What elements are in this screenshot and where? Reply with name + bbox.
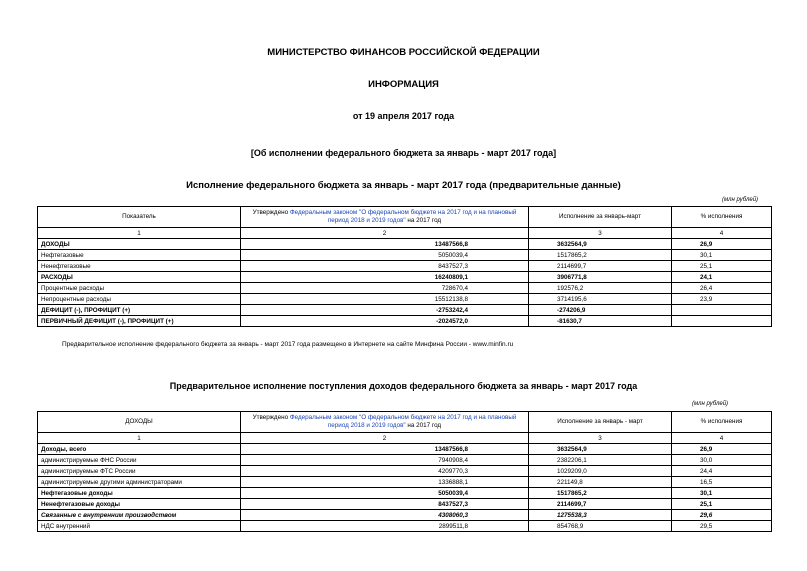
row-label: Связанные с внутренним производством (38, 510, 241, 521)
federal-law-link[interactable]: Федеральным законом "О федеральном бюджете на 2017 год и на плановый период 2018 и 2019 годов" (289, 414, 517, 429)
execution-value: 3632564,9 (529, 239, 672, 250)
approved-value: 16240809,1 (241, 272, 529, 283)
approved-value: 5050039,4 (241, 488, 529, 499)
table1-unit: (млн рублей) (722, 197, 759, 203)
document-date: от 19 апреля 2017 года (352, 111, 455, 121)
percent-value: 26,9 (672, 444, 772, 455)
percent-value: 25,1 (672, 499, 772, 510)
approved-value: 4308060,3 (241, 510, 529, 521)
column-number-row (38, 433, 772, 444)
column-header: Исполнение за январь-март (529, 207, 672, 228)
approved-value: -2753242,4 (241, 305, 529, 316)
column-number: 2 (241, 433, 529, 444)
row-label: Непроцентные расходы (38, 294, 241, 305)
table-row (38, 272, 772, 283)
section1-title: Исполнение федерального бюджета за январь - март 2017 года (предварительные данные) (186, 180, 621, 191)
row-label: ДОХОДЫ (38, 239, 241, 250)
column-header: % исполнения (672, 412, 772, 433)
execution-value: 854768,9 (529, 521, 672, 532)
column-header: % исполнения (672, 207, 772, 228)
row-label: администрируемые ФНС России (38, 455, 241, 466)
row-label: НДС внутренний (38, 521, 241, 532)
section2-title: Предварительное исполнение поступления доходов федерального бюджета за январь - март 2017 года (169, 381, 638, 391)
row-label: Доходы, всего (38, 444, 241, 455)
table-row (38, 444, 772, 455)
row-label: администрируемые ФТС России (38, 466, 241, 477)
percent-value (672, 305, 772, 316)
approved-value: 8437527,3 (241, 261, 529, 272)
approved-value: 1336888,1 (241, 477, 529, 488)
execution-value: 1517865,2 (529, 488, 672, 499)
table-row (38, 488, 772, 499)
table-header-row (38, 207, 772, 228)
table2-unit: (млн рублей) (692, 401, 729, 407)
row-label: Нефтегазовые доходы (38, 488, 241, 499)
table-row (38, 239, 772, 250)
execution-value: -81630,7 (529, 316, 672, 327)
execution-value: -274206,9 (529, 305, 672, 316)
table-row (38, 499, 772, 510)
execution-value: 221149,8 (529, 477, 672, 488)
row-label: Ненефтегазовые доходы (38, 499, 241, 510)
percent-value: 30,1 (672, 250, 772, 261)
percent-value: 26,4 (672, 283, 772, 294)
approved-value: 13487566,8 (241, 444, 529, 455)
row-label: Ненефтегазовые (38, 261, 241, 272)
table-row (38, 455, 772, 466)
row-label: ПЕРВИЧНЫЙ ДЕФИЦИТ (-), ПРОФИЦИТ (+) (38, 316, 241, 327)
approved-value: 13487566,8 (241, 239, 529, 250)
row-label: администрируемые другими администраторами (38, 477, 241, 488)
execution-value: 3714195,6 (529, 294, 672, 305)
percent-value: 24,1 (672, 272, 772, 283)
table-row (38, 250, 772, 261)
percent-value: 16,5 (672, 477, 772, 488)
budget-execution-table (37, 206, 772, 327)
column-number-row (38, 228, 772, 239)
percent-value: 25,1 (672, 261, 772, 272)
table-row (38, 316, 772, 327)
row-label: Нефтегазовые (38, 250, 241, 261)
revenue-table (37, 411, 772, 532)
column-number: 1 (38, 228, 241, 239)
percent-value: 29,5 (672, 521, 772, 532)
percent-value: 30,1 (672, 488, 772, 499)
execution-value: 1275538,3 (529, 510, 672, 521)
percent-value: 29,6 (672, 510, 772, 521)
execution-value: 3632564,9 (529, 444, 672, 455)
table-row (38, 466, 772, 477)
percent-value: 26,9 (672, 239, 772, 250)
percent-value (672, 316, 772, 327)
approved-value: 8437527,3 (241, 499, 529, 510)
approved-value: 15512138,8 (241, 294, 529, 305)
table-header-row (38, 412, 772, 433)
approved-value: 5050039,4 (241, 250, 529, 261)
column-number: 3 (529, 228, 672, 239)
execution-value: 3906771,8 (529, 272, 672, 283)
document-subject: [Об исполнении федерального бюджета за январь - март 2017 года] (250, 148, 557, 158)
column-header: Утверждено Федеральным законом "О федеральном бюджете на 2017 год и на плановый период 2018 и 2019 годов" на 2017 год (241, 412, 529, 433)
column-number: 3 (529, 433, 672, 444)
row-label: ДЕФИЦИТ (-), ПРОФИЦИТ (+) (38, 305, 241, 316)
percent-value: 24,4 (672, 466, 772, 477)
table-row (38, 294, 772, 305)
ministry-title: МИНИСТЕРСТВО ФИНАНСОВ РОССИЙСКОЙ ФЕДЕРАЦИИ (267, 47, 540, 58)
row-label: Процентные расходы (38, 283, 241, 294)
table-row (38, 305, 772, 316)
table-row (38, 477, 772, 488)
column-header: Исполнение за январь - март (529, 412, 672, 433)
execution-value: 1517865,2 (529, 250, 672, 261)
federal-law-link[interactable]: Федеральным законом "О федеральном бюджете на 2017 год и на плановый период 2018 и 2019 годов" (289, 209, 517, 224)
footnote: Предварительное исполнение федерального бюджета за январь - март 2017 года размещено в Интернете на сайте Минфина России - www.minfin.ru (62, 341, 514, 348)
approved-value: 4209770,3 (241, 466, 529, 477)
column-header: ДОХОДЫ (38, 412, 241, 433)
column-number: 4 (672, 228, 772, 239)
column-number: 2 (241, 228, 529, 239)
table-row (38, 261, 772, 272)
column-number: 1 (38, 433, 241, 444)
approved-value: -2024572,0 (241, 316, 529, 327)
execution-value: 192576,2 (529, 283, 672, 294)
execution-value: 2114699,7 (529, 261, 672, 272)
table-row (38, 283, 772, 294)
table-row (38, 521, 772, 532)
percent-value: 30,0 (672, 455, 772, 466)
execution-value: 2114699,7 (529, 499, 672, 510)
approved-value: 2899511,8 (241, 521, 529, 532)
approved-value: 728670,4 (241, 283, 529, 294)
execution-value: 1029209,0 (529, 466, 672, 477)
approved-value: 7940908,4 (241, 455, 529, 466)
column-header: Показатель (38, 207, 241, 228)
column-number: 4 (672, 433, 772, 444)
document-type: ИНФОРМАЦИЯ (368, 79, 439, 90)
percent-value: 23,9 (672, 294, 772, 305)
table-row (38, 510, 772, 521)
column-header: Утверждено Федеральным законом "О федеральном бюджете на 2017 год и на плановый период 2018 и 2019 годов" на 2017 год (241, 207, 529, 228)
row-label: РАСХОДЫ (38, 272, 241, 283)
execution-value: 2382206,1 (529, 455, 672, 466)
